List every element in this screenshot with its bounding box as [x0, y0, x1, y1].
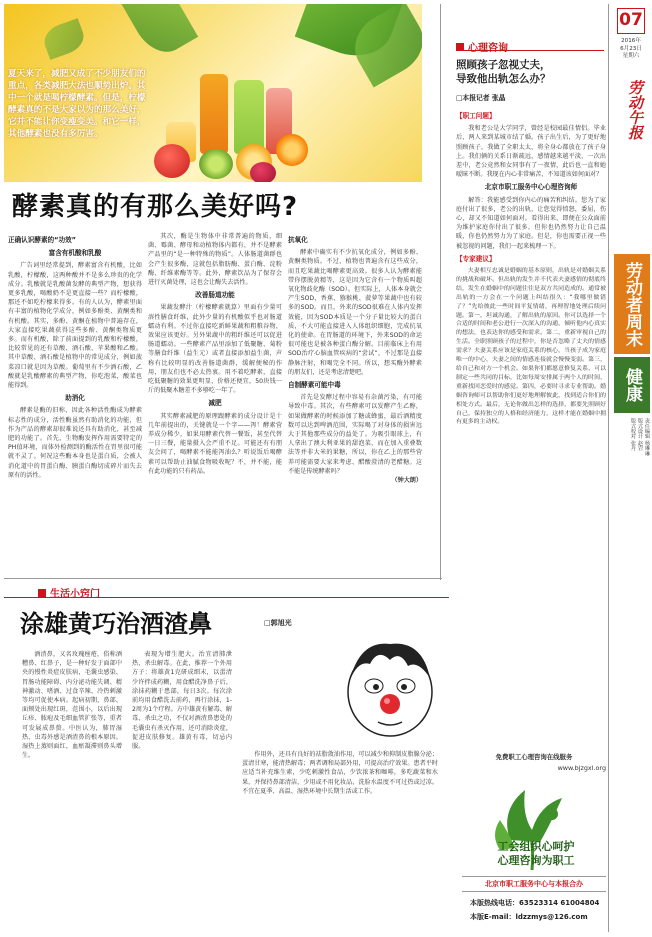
section-sub-name: 健康	[614, 357, 650, 413]
section-tag-life: 生活小窍门	[4, 582, 449, 598]
life-byline: □郭旭光	[264, 619, 292, 627]
ad-url-link[interactable]: www.bjzgxl.org	[557, 764, 606, 772]
life-col-3: 作用外，还具有良好的祛脂敛油作用，可以减少和抑制皮脂腺分泌；蛋清甘寒，能清热解毒；两者调和局部外用，可提高治疗效果。患者平时应适当补充维生素，少吃刺激性食品，少饮浓茶和咖啡，多吃蔬菜和水果，并保持鼻部清洁，少用或不用化妆品，洗脸水温度不可过热或过凉。不宜在夏季、高温、湿热环境中长期生活或工作。	[242, 751, 438, 795]
section-heading: 富含有机酸和乳酸	[48, 249, 102, 258]
section-heading: 改善肠道功能	[195, 291, 235, 300]
svg-text:心理咨询为职工: 心理咨询为职工	[497, 855, 575, 867]
contact-email[interactable]: 本版E-mail：ldzzmys@126.com	[470, 913, 588, 921]
article-source: （钟大朗）	[391, 477, 422, 485]
hotline: 本版热线电话：63523314 61004804	[470, 899, 600, 907]
section-text: 其实酵素减肥的原理跟酵素的成分设计是十几年前提出的，关键就是一个字——泻！酵素营养成分稀少，如果用酵素代替一餐饭，甚至代替一日三餐，能量摄入会严重不足。可能还有有朋友会问了，喝酵素不能能泻油么？听说饭后喝酵素可以帮助止油腻食物吸收呢？不，并不能，能有此功能的只有药品。	[148, 412, 282, 475]
life-col-1: 酒渣鼻，又名玫瑰痤疮，俗称酒糟鼻、红鼻子，是一种好发于面部中央的慢性炎症皮肤病，毛囊虫感染、胃肠功能障碍、内分泌功能失调、精神激动、嗜酒、过食辛辣、冷热刺激等均可促使本病。起病初期，鼻部、面颊处出现红斑，范围小，以后出现丘疹、脓疱及毛细血管扩张等，重者可发展成鼻赘。中医认为，肺胃湿热、虫毒外感是酒渣鼻的根本原因。湿热上蒸则面红，血瘀凝滞则鼻头增生。	[22, 651, 122, 760]
psych-counselor: 北京市职工服务中心心理咨询师	[484, 183, 578, 192]
ad-headline: 免费职工心理咨询在线服务	[495, 753, 573, 761]
life-title: 涂雄黄巧治酒渣鼻	[20, 610, 212, 638]
section-name: 劳动者周末	[614, 254, 650, 354]
hero-caption: 夏天来了，减肥又成了不少朋友们的重点，各类减肥大法也顺势出炉。其中一个就是喝柠檬酵素。但是，柠檬酵素真的不是大家以为的那么美好，它并不能让你变瘦变美。和它一样，其他酵素也没有多厉害。	[8, 69, 146, 139]
psych-advice: 夫妻相互忠诚是婚姻的基本原则，出轨是对婚姻关系的挑战和破坏。但出轨的发生并不代表夫妻感情的彻底终结，发生在婚姻中的问题往往是双方共同造成的。通常被出轨的一方会在一个问题上纠结很久：“我哪里做错了？”先给彼此一些时间平复情绪，再理智地处理后续问题。第一，坦诚沟通，了解出轨的原因。你可以选择一个合适的时间和老公进行一次深入的沟通，倾听他内心真实的想法，也表达你的感受和需求。第二，重新审视自己的生活。全职照顾孩子的过程中，你是否忽略了丈夫的情感需求？夫妻关系应该是家庭关系的核心，当孩子成为家庭唯一的中心，夫妻之间的情感连接就会慢慢变弱。第三，给自己和对方一个机会。如果你们都愿意修复关系，可以制定一些共同的目标，比如每周安排属于两个人的时间，重新找回恋爱时的感觉。第四，必要时寻求专业帮助。婚姻咨询师可以帮助你们更好地理解彼此，找到适合你们的相处方式。最后，无论你做出怎样的选择，都要先照顾好自己，保持独立的人格和经济能力，这样才能在婚姻中拥有更多的主动权。	[456, 268, 606, 426]
section-text: 酵素中确实有不少抗氧化成分，例如多酚、黄酮类物质。不过，植物也普遍含有这些成分，而且吃果蔬比喝酵素更高效。很多人认为酵素能带你摆脱黄精等，这是因为它含有一个物质叫超氧化物歧化酶（SOD）。但实际上，人体本身就会产生SOD，香蕉、猕猴桃、菠萝等果蔬中也有较多的SOD。而且，外来的SOD很难在人体内发挥效能，因为SOD本质是一个分子量比较大的蛋白质，不大可能直接进入人体组织细胞，完成抗氧化的使命。在胃肠道的环境下，外来SOD的命运很可能也是被各种蛋白酶分解。目前临床上有用SOD治疗心脑血管疾病的“尝试”，不过那是直接静脉注射，和喝完全不同。所以，想买酶外酵素的朋友们，还是考虑清楚吧。	[288, 249, 422, 376]
feature-col-1	[8, 232, 142, 480]
feature-headline: 酵素真的有那么美好吗?	[12, 192, 299, 222]
feature-col-3	[288, 232, 422, 485]
section-text: 果蔬发酵汁（柠檬酵素就算）里面有少量可溶性膳食纤维，此外少量的有机酸似乎也对肠道蠕动有利。不过你直接吃新鲜果蔬和粗粮谷物，效果应该更好。另外果蔬中的粗纤维还可以促进肠道蠕动。一些酵素产品里添加了低聚糖、菊粉等膳食纤维（益生元）或者直接添加益生菌，声称有比较明显的改善肠道菌群，缓解便秘的作用，朋友们也不必太热衷。用不着吃酵素，直接吃低聚糖的效果更明显，价格还便宜，50块钱一斤的低聚木糖差不多够吃一年了。	[148, 304, 282, 395]
psych-answer-intro: 解答：我能感受到你内心的痛苦和纠结。您为了家庭付出了很多，老公的出轨，让您觉得愤怒，委屈，伤心，却又不知道如何面对。看得出来，即便在公众面前为维护家庭你付出了很多，但你也仍然努力让自己温暖，你也仍然努力为了家庭。但是，你也需要正视一些被忽视的问题，我们一起来梳理一下。	[456, 196, 606, 250]
cartoon-face-illustration	[330, 630, 448, 746]
section-text: 其次，酶是生物体中非常普遍的物质，细菌、霉菌、酵母和动植物体内都有，并不是酵素产品里的“是一种特殊的物质”。人体肠道菌群也会产生很多酶，这就包括脂肪酶、蛋白酶、淀粉酶、纤维素酶等等。此外，酵素饮品为了保存会进行灭菌处理，这也会让酶失去活性。	[148, 233, 282, 287]
section-heading: 自制酵素可能中毒	[288, 381, 341, 390]
feature-col-2	[148, 232, 282, 476]
svg-text:工会组织心呵护: 工会组织心呵护	[497, 841, 575, 853]
newspaper-logo: 劳动午报	[626, 80, 644, 140]
feature-subtitle: 正确认识酵素的“功效”	[8, 236, 77, 244]
section-text: 酵素是酶的旧称，因此各种活性酶成为酵素标志性的成分，活性酶虽然有助消化的功能，但作为产品的酵素却很难说还具有助消化，甚至减肥的功能了。首先，生物酶发挥作用需要特定的PH值环境，而体外检测到的酶活性在胃里很可能就不灵了。何况这些酶本身也是蛋白质，会被人消化道中的胃蛋白酶、胰蛋白酶切成碎片而失去原有的活性。	[8, 407, 142, 479]
union-logo-icon	[470, 780, 602, 874]
section-heading: 助消化	[65, 394, 85, 403]
section-tag-psych: 心理咨询	[456, 36, 604, 51]
page-number: 07	[617, 8, 645, 34]
psych-question: 我和老公是大学同学，曾经是校园最佳情侣。毕业后，两人来到某城市结了婚。孩子出生后，为了更好地照顾孩子，我做了全职太太，将全身心都放在了孩子身上。我们俩的关系日渐疏远，感情越来越平淡，一次出差中，老公竟然和女同事有了一夜情，此后也一直和她暧昧不断。我现在内心非常痛苦，不知道该如何面对？	[456, 125, 606, 179]
section-text: 首先是发酵过程中容易有杂菌污染，有可能导致中毒。其次，有些酵素可以发酵产生乙醇，如果做酵素的时候添加了糖或蜂蜜，最后酒精度数可以达到啤酒范围，实际喝了对身体的损害远大于其他那些成分的益处了。为吸引眼球上，有人拿出了澳大利亚果的甜泡菜，而在加入重叠数法等并非大米的果糖，所以，你在乙上的那些营养可能需要大家来考虑、醋酸澄清的老醋糖。这不能是传统酵素吗？	[288, 394, 422, 475]
ad-caption: 北京市职工服务中心与本报合办	[462, 876, 606, 892]
life-col-2: 表现为增生肥大。治宜清肺泄热，杀虫解毒。在此，推荐一个外用方子：将雄黄1克研成细末，以蛋清少许拌成药糊，用食醋洗净鼻子后，涂抹药糊于患部，每日3次。每次涂前均用食醋洗去前药，再行涂抹，1-2周为1个疗程。方中雄黄有解毒、解毒、杀虫之功，不仅对酒渣鼻患处的毛囊虫有杀灭作用，还可消除炎症，促进皮肤修复。雄黄有毒，切忌内服。	[132, 651, 232, 751]
psych-title: 照顾孩子忽视丈夫， 导致他出轨怎么办？	[456, 59, 551, 85]
editor-credits: 责任编辑 杨琳琳 版式设计 赵岩 版式校对 张丹	[630, 418, 650, 457]
issue-date: 2016年 6月23日 星期六	[620, 38, 642, 59]
psych-byline: □本报记者 张晶	[456, 94, 506, 102]
section-heading: 抗氧化	[288, 236, 308, 244]
section-text: 广告词里经常提到，酵素富含有机酸，比如乳酸，柠檬酸，这两种酸并不是多么珍贵的化学成分。乳酸就是乳酸菌发酵的典型产物，想获得更多乳酸，喝酸奶不是更直接一些？而柠檬酸，那还不如吃柠檬来得多。有的人认为，酵素里面有丰富的植物化学成分，例如多酚类、黄酮类和有机酸。其实，多酚、黄酮在植物中普遍存在，大家直接吃果蔬获得这些多酚、黄酮类物质更多。而有机酸，除了前面提到的乳酸和柠檬酸，比较常见的还有草酸、酒石酸、苹果酸和乙酸。其中草酸、酒石酸是植物中的常见成分，例如菠菜凉口就是因为草酸。葡萄里有不少酒石酸，乙酸就是乳酸酵素的典型产物，你吃泡菜，酸菜也能得到。	[8, 262, 142, 390]
psych-body: 【职工问题】 我和老公是大学同学，曾经是校园最佳情侣。毕业后，两人来到某城市结了婚。孩子出生后，为了更好地照顾孩子，我做了全职太太，将全身心都放在了孩子身上。我们俩的关系日渐疏远，感情越来越平淡，一次出差中，老公竟然和女同事有了一夜情，此后也一直和她暧昧不断。我现在内心非常痛苦，不知道该如何面对？ 北京市职工服务中心心理咨询师 解答：我能感受到你内心的痛苦和纠结。您为了家庭付出了很多，老公的出轨，让您觉得愤怒，委屈，伤心，却又不知道如何面对。看得出来，即便在公众面前为维护家庭你付出了很多，但你也仍然努力让自己温暖，你也仍然努力为了家庭。但是，你也需要正视一些被忽视的问题，我们一起来梳理一下。 【专家建议】 夫妻相互忠诚是婚姻的基本原则，出轨是对婚姻关系的挑战和破坏。但出轨的发生并不代表夫妻感情的彻底终结，发生在婚姻中的问题往往是双方共同造成的。通常被出轨的一方会在一个问题上纠结很久：“我哪里做错了？”先给彼此一些时间平复情绪，再理智地处理后续问题。第一，坦诚沟通，了解出轨的原因。你可以选择一个合适的时间和老公进行一次深入的沟通，倾听他内心真实的想法，也表达你的感受和需求。第二，重新审视自己的生活。全职照顾孩子的过程中，你是否忽略了丈夫的情感需求？夫妻关系应该是家庭关系的核心，当孩子成为家庭唯一的中心，夫妻之间的情感连接就会慢慢变弱。第三，给自己和对方一个机会。如果你们都愿意修复关系，可以制定一些共同的目标，比如每周安排属于两个人的时间，重新找回恋爱时的感觉。第四，必要时寻求专业帮助。婚姻咨询师可以帮助你们更好地理解彼此，找到适合你们的相处方式。最后，无论你做出怎样的选择，都要先照顾好自己，保持独立的人格和经济能力，这样才能在婚姻中拥有更多的主动权。	[456, 112, 606, 426]
section-heading: 减肥	[208, 399, 222, 408]
